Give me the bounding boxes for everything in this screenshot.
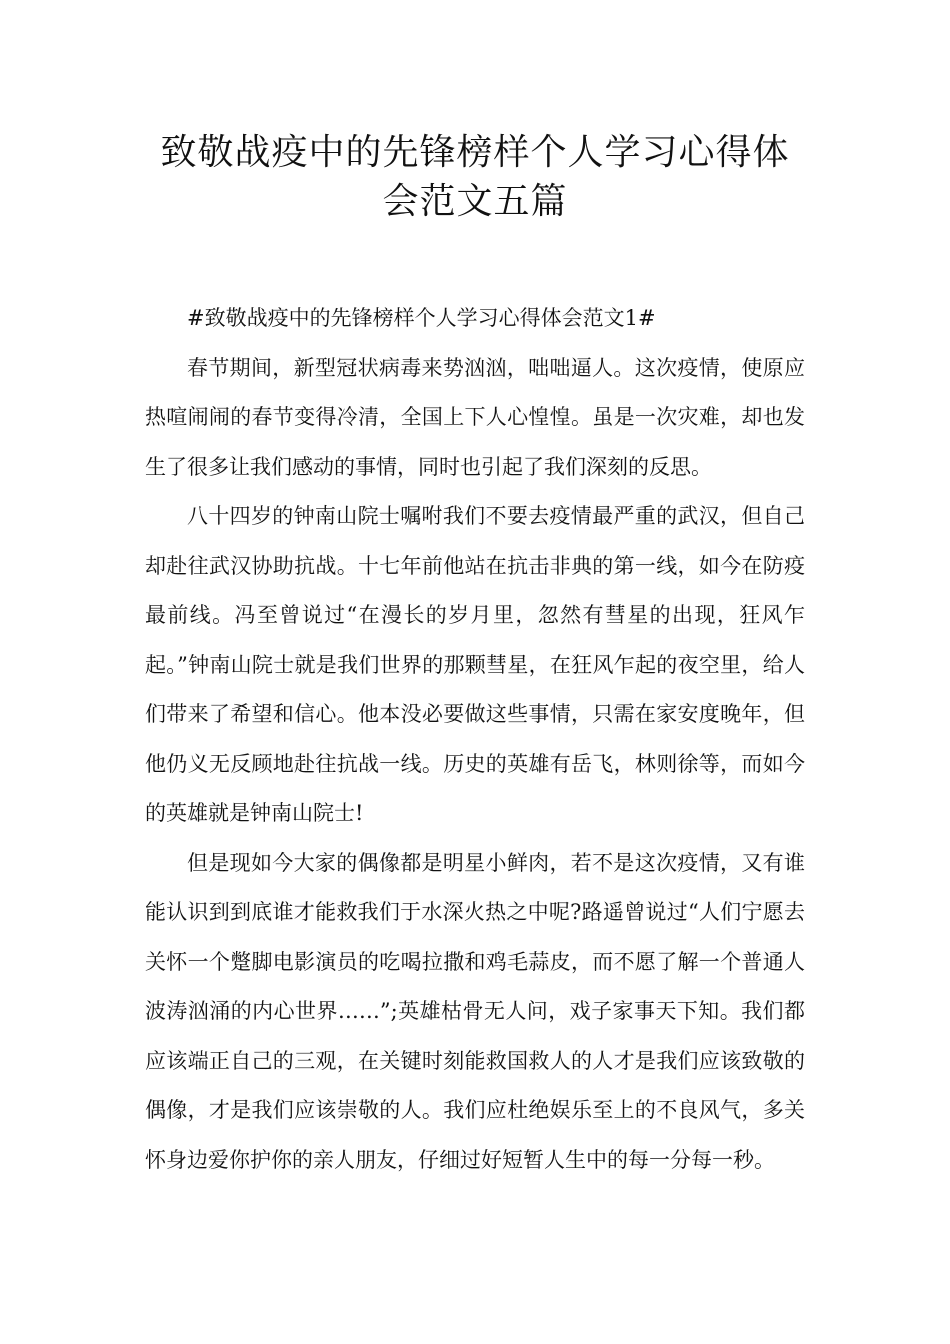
section-heading: #致敬战疫中的先锋榜样个人学习心得体会范文1# (187, 306, 656, 330)
document-title: 致敬战疫中的先锋榜样个人学习心得体会范文五篇 (160, 132, 790, 222)
paragraph-3: 但是现如今大家的偶像都是明星小鲜肉，若不是这次疫情，又有谁能认识到到底谁才能救我们于水深火热之中呢?路遥曾说过“人们宁愿去关怀一个蹩脚电影演员的吃喝拉撒和鸡毛蒜皮，而不愿了解一个普通人波涛汹涌的内心世界……”;英雄枯骨无人问，戏子家事天下知。我们都应该端正自己的三观，在关键时刻能救国救人的人才是我们应该致敬的偶像，才是我们应该崇敬的人。我们应杜绝娱乐至上的不良风气，多关怀身边爱你护你的亲人朋友，仔细过好短暂人生中的每一分每一秒。 (145, 850, 805, 1172)
paragraph-2: 八十四岁的钟南山院士嘱咐我们不要去疫情最严重的武汉，但自己却赴往武汉协助抗战。十七年前他站在抗击非典的第一线，如今在防疫最前线。冯至曾说过“在漫长的岁月里，忽然有彗星的出现，狂风乍起。”钟南山院士就是我们世界的那颗彗星，在狂风乍起的夜空里，给人们带来了希望和信心。他本没必要做这些事情，只需在家安度晚年，但他仍义无反顾地赴往抗战一线。历史的英雄有岳飞，林则徐等，而如今的英雄就是钟南山院士! (145, 504, 805, 825)
paragraph-1: 春节期间，新型冠状病毒来势汹汹，咄咄逼人。这次疫情，使原应热喧闹闹的春节变得冷清，全国上下人心惶惶。虽是一次灾难，却也发生了很多让我们感动的事情，同时也引起了我们深刻的反思。 (145, 355, 805, 479)
